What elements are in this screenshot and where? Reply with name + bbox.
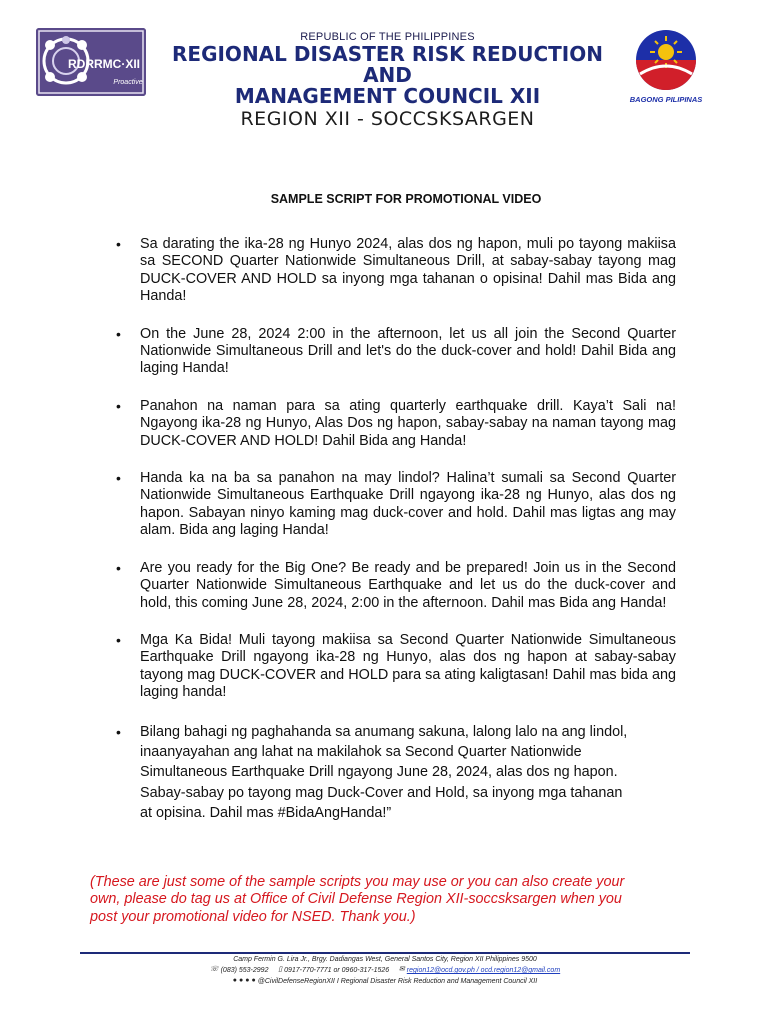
bullet-icon: • — [116, 236, 121, 252]
footer-divider — [80, 952, 690, 954]
svg-text:RDRRMC·XII: RDRRMC·XII — [68, 57, 140, 71]
list-item — [116, 236, 676, 306]
bullet-icon: • — [116, 397, 121, 414]
footer-social — [80, 976, 690, 987]
document-title: SAMPLE SCRIPT FOR PROMOTIONAL VIDEO — [270, 192, 542, 206]
letterhead-text — [150, 30, 625, 131]
script-text: Are you ready for the Big One? Be ready and be prepared! Join us in the Second Quarter Nationwide Simultaneous Earthquake and let us do the duck-cover and hold, this coming June 28, 2024, 2:00 in the afternoon. Dahil mas Bida ang Handa! — [140, 559, 676, 611]
bullet-icon: • — [116, 470, 121, 487]
bullet-icon: • — [116, 631, 121, 648]
footer-mobile: 0917-770-7771 or 0960-317-1526 — [284, 966, 390, 974]
list-item — [116, 470, 676, 540]
footer — [80, 955, 690, 987]
script-list — [116, 236, 676, 824]
list-item — [116, 398, 676, 450]
note-line: post your promotional video for NSED. Thank you.) — [90, 908, 416, 925]
bullet-icon: • — [116, 559, 121, 576]
script-text: On the June 28, 2024 2:00 in the afternoon, let us all join the Second Quarter Nationwide Simultaneous Drill and let's do the duck-cover and hold! Dahil Bida ang laging Handa! — [140, 325, 676, 377]
script-line: Sabay-sabay po tayong mag Duck-Cover and Hold, sa inyong mga tahanan — [140, 784, 623, 801]
youtube-icon: ● — [251, 976, 256, 984]
script-line: inaanyayahan ang lahat na makilahok sa Second Quarter Nationwide — [140, 743, 582, 760]
council-name-line1: REGIONAL DISASTER RISK REDUCTION AND — [172, 42, 603, 87]
phone-icon: ☏ — [209, 966, 219, 973]
council-name-line2: MANAGEMENT COUNCIL XII — [234, 84, 541, 108]
script-line: Bilang bahagi ng paghahanda sa anumang sakuna, lalong lalo na ang lindol, — [140, 723, 628, 740]
script-text: Handa ka na ba sa panahon na may lindol? Halina’t sumali sa Second Quarter Nationwide Simultaneous Earthquake Drill ngayong ika-28 ng Hunyo, alas dos ng hapon. Sabayan ninyo kaming mag duck-cover and hold. Dahil mas ligtas ang may alam. Bida ang laging Handa! — [140, 470, 676, 539]
note-line: own, please do tag us at Office of Civil Defense Region XII-soccsksargen when you — [90, 891, 622, 908]
region-label: REGION XII - SOCCSKSARGEN — [240, 108, 535, 130]
note-line: (These are just some of the sample scripts you may use or you can also create your — [90, 874, 625, 890]
footer-contacts — [80, 965, 690, 976]
bullet-icon: • — [116, 723, 121, 740]
closing-note — [90, 874, 688, 926]
bagong-pilipinas-logo — [626, 28, 706, 106]
twitter-icon: ● — [239, 976, 244, 984]
facebook-icon: ● — [232, 976, 238, 984]
footer-phone: (083) 553-2992 — [220, 966, 269, 974]
list-item — [116, 560, 676, 612]
republic-label: REPUBLIC OF THE PHILIPPINES — [300, 31, 475, 43]
script-text: Mga Ka Bida! Muli tayong makiisa sa Second Quarter Nationwide Simultaneous Earthquake Drill ngayong ika-28 ng Hunyo, alas dos ng hapon at sabay-sabay tayong mag DUCK-COVER and HOLD para sa ating kaligtasan! Dahil mas bida ang laging handa! — [140, 631, 676, 701]
email-icon: ✉ — [398, 966, 405, 973]
list-item — [116, 326, 676, 378]
bullet-icon: • — [116, 325, 121, 342]
svg-text:Proactive: Proactive — [113, 79, 143, 86]
instagram-icon: ● — [245, 976, 250, 984]
rdrrmc-logo — [36, 28, 146, 96]
footer-address: Camp Fermin G. Lira Jr., Brgy. Dadiangas West, General Santos City, Region XII Philippines 9500 — [233, 956, 537, 963]
list-item — [116, 722, 676, 824]
footer-emails[interactable]: region12@ocd.gov.ph / ocd.region12@gmail.com — [406, 966, 561, 974]
script-text: Sa darating the ika-28 ng Hunyo 2024, alas dos ng hapon, muli po tayong makiisa sa SECOND Quarter Nationwide Simultaneous Drill, at sabay-sabay tayong mag DUCK-COVER AND HOLD sa inyong mga tahanan o opisina! Dahil mas Bida ang Handa! — [140, 236, 676, 305]
svg-text:BAGONG PILIPINAS: BAGONG PILIPINAS — [629, 95, 703, 104]
list-item — [116, 632, 676, 702]
footer-social-text: @CivilDefenseRegionXII I Regional Disaster Risk Reduction and Management Council XII — [257, 977, 538, 985]
mobile-icon: ▯ — [278, 966, 283, 973]
script-text: Panahon na naman para sa ating quarterly earthquake drill. Kaya’t Sali na! Ngayong ika-28 ng Hunyo, Alas Dos ng hapon, sabay-sabay na naman tayong mag DUCK-COVER AND HOLD! Dahil Bida ang Handa! — [140, 397, 676, 449]
script-line: at opisina. Dahil mas #BidaAngHanda!” — [140, 805, 392, 822]
letterhead — [0, 0, 768, 130]
script-line: Simultaneous Earthquake Drill ngayong June 28, 2024, alas dos ng hapon. — [140, 764, 618, 781]
